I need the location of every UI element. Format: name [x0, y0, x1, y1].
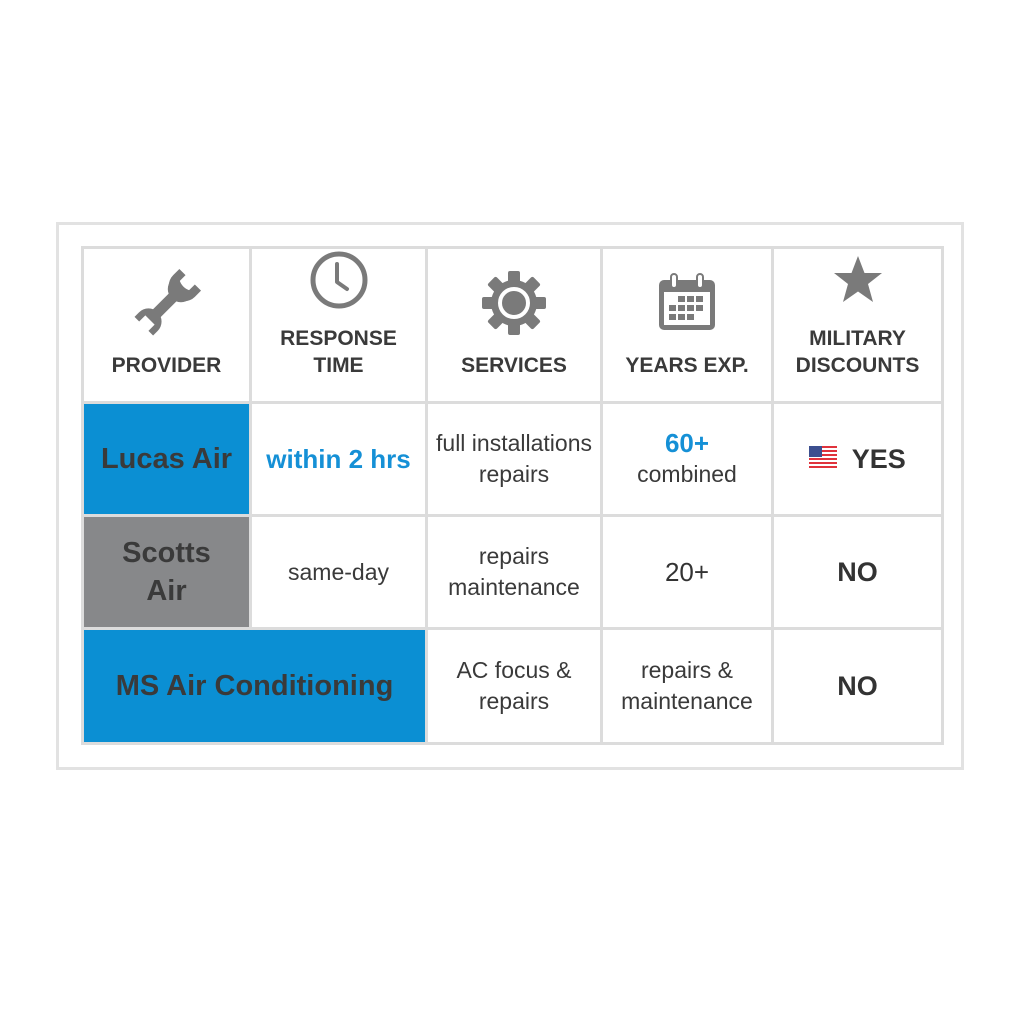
military-discount-value: NO [837, 556, 878, 587]
services-line-1: AC focus & [456, 657, 572, 683]
services-line-2: repairs [478, 461, 550, 487]
header-services-label: SERVICES [461, 354, 567, 377]
services-line-1: full installations [436, 430, 592, 456]
gear-icon [480, 268, 548, 338]
military-discount-cell [773, 516, 943, 629]
header-military-label-2: DISCOUNTS [795, 354, 920, 377]
years-cell [602, 629, 773, 744]
services-line-1: repairs [478, 543, 550, 569]
response-time-cell [251, 516, 427, 629]
provider-name-line-2: Air [146, 575, 187, 607]
services-line-2: maintenance [448, 574, 580, 600]
services-cell [427, 403, 602, 516]
response-time-cell [251, 403, 427, 516]
years-value: 20+ [664, 556, 710, 587]
response-time-value: within 2 hrs [266, 443, 411, 474]
table-row [83, 516, 943, 629]
years-value: 60+ [664, 428, 710, 458]
years-cell [602, 403, 773, 516]
header-military-label-1: MILITARY [809, 327, 906, 350]
provider-cell [83, 516, 251, 629]
provider-name: MS Air Conditioning [115, 670, 394, 702]
military-discount-cell [773, 403, 943, 516]
provider-cell [83, 403, 251, 516]
services-cell [427, 516, 602, 629]
wrench-icon [132, 268, 202, 338]
services-cell [427, 629, 602, 744]
response-time-value: same-day [288, 558, 389, 585]
military-discount-cell [773, 629, 943, 744]
military-discount-value: YES [851, 443, 906, 474]
us-flag-icon [809, 446, 837, 473]
header-provider-label: PROVIDER [111, 354, 222, 377]
header-services [427, 248, 602, 403]
provider-cell [83, 629, 427, 744]
header-provider [83, 248, 251, 403]
years-line-1: repairs & [640, 657, 734, 683]
years-cell [602, 516, 773, 629]
table-row [83, 629, 943, 744]
military-discount-value: NO [837, 670, 878, 701]
calendar-icon [656, 268, 718, 338]
header-response-time [251, 248, 427, 403]
clock-icon [308, 249, 370, 311]
years-line-2: maintenance [621, 688, 753, 714]
header-years-exp [602, 248, 773, 403]
header-military-discounts [773, 248, 943, 403]
header-years-label: YEARS EXP. [625, 354, 749, 377]
comparison-table [81, 246, 944, 745]
services-line-2: repairs [478, 688, 550, 714]
provider-name-line-1: Scotts [122, 537, 211, 569]
header-row [83, 248, 943, 403]
header-response-label-1: RESPONSE [280, 327, 397, 350]
years-note: combined [637, 461, 737, 487]
provider-name: Lucas Air [100, 443, 233, 475]
header-response-label-2: TIME [313, 354, 364, 377]
table-row [83, 403, 943, 516]
star-icon [830, 249, 886, 311]
